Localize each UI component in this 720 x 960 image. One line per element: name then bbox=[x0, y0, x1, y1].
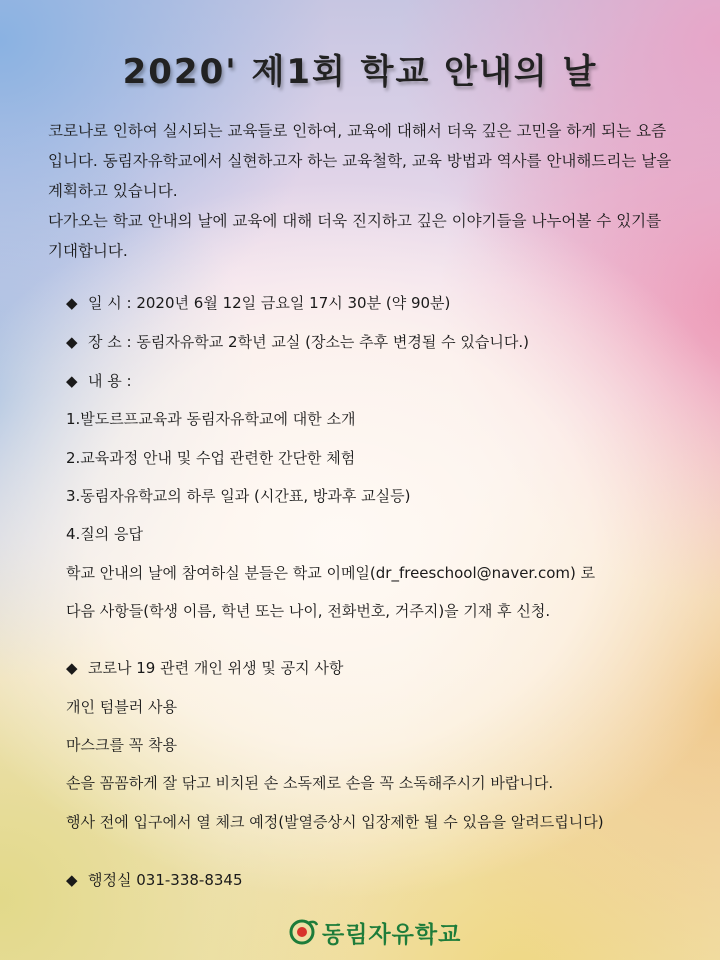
covid-item: 마스크를 꼭 착용 bbox=[66, 736, 177, 754]
apply-line: 학교 안내의 날에 참여하실 분들은 학교 이메일(dr_freeschool@naver.com) 로 bbox=[66, 564, 596, 582]
intro-paragraph: 다가오는 학교 안내의 날에 교육에 대해 더욱 진지하고 깊은 이야기들을 나누어볼 수 있기를 기대합니다. bbox=[48, 212, 662, 260]
diamond-bullet-icon: ◆ bbox=[66, 659, 78, 677]
place-text: 장 소 : 동림자유학교 2학년 교실 (장소는 추후 변경될 수 있습니다.) bbox=[88, 333, 530, 351]
covid-item: 행사 전에 입구에서 열 체크 예정(발열증상시 입장제한 될 수 있음을 알려드립니다) bbox=[66, 813, 604, 831]
diamond-bullet-icon: ◆ bbox=[66, 294, 78, 312]
logo-emblem-icon bbox=[288, 917, 318, 947]
intro-paragraph: 코로나로 인하여 실시되는 교육들로 인하여, 교육에 대해서 더욱 깊은 고민을 하게 되는 요즘입니다. 동림자유학교에서 실현하고자 하는 교육철학, 교육 방법과 역사를 안내해드리는 날을 계획하고 있습니다. bbox=[48, 122, 672, 200]
covid-item: 개인 텀블러 사용 bbox=[66, 698, 177, 716]
content-item: 3.동림자유학교의 하루 일과 (시간표, 방과후 교실등) bbox=[66, 487, 411, 505]
content-label: 내 용 : bbox=[88, 372, 132, 390]
diamond-bullet-icon: ◆ bbox=[66, 333, 78, 351]
content-item: 2.교육과정 안내 및 수업 관련한 간단한 체험 bbox=[66, 449, 356, 467]
place-line bbox=[66, 331, 529, 352]
date-text: 일 시 : 2020년 6월 12일 금요일 17시 30분 (약 90분) bbox=[88, 294, 451, 312]
diamond-bullet-icon: ◆ bbox=[66, 372, 78, 390]
content-item: 4.질의 응답 bbox=[66, 525, 144, 543]
school-logo bbox=[288, 914, 461, 950]
content-label-line bbox=[66, 370, 132, 391]
covid-heading: 코로나 19 관련 개인 위생 및 공지 사항 bbox=[88, 659, 344, 677]
office-phone: 행정실 031-338-8345 bbox=[88, 871, 243, 889]
covid-item: 손을 꼼꼼하게 잘 닦고 비치된 손 소독제로 손을 꼭 소독해주시기 바랍니다. bbox=[66, 774, 554, 792]
date-line bbox=[66, 292, 450, 313]
covid-heading-line bbox=[66, 657, 343, 678]
content-item: 1.발도르프교육과 동림자유학교에 대한 소개 bbox=[66, 410, 356, 428]
diamond-bullet-icon: ◆ bbox=[66, 871, 78, 889]
page-title: 2020' 제1회 학교 안내의 날 bbox=[122, 52, 598, 92]
apply-line: 다음 사항들(학생 이름, 학년 또는 나이, 전화번호, 거주지)을 기재 후 신청. bbox=[66, 602, 551, 620]
intro-text bbox=[48, 116, 678, 266]
logo-text: 동림자유학교 bbox=[322, 920, 462, 948]
office-line bbox=[66, 869, 243, 890]
